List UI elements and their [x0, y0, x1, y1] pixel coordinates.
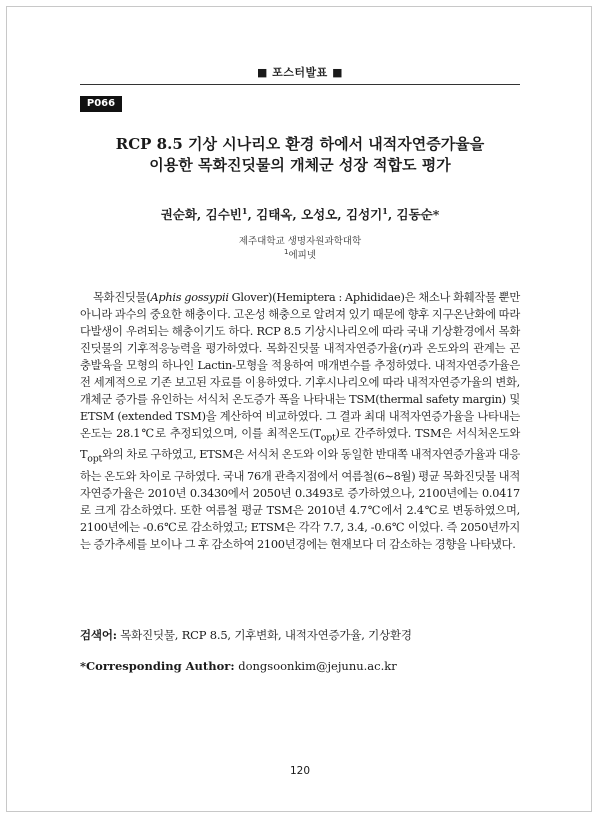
author-names-3: , 김동순*	[387, 207, 440, 222]
title-line-1: RCP 8.5 기상 시나리오 환경 하에서 내적자연증가율을	[115, 135, 485, 153]
corresponding-author-email: dongsoonkim@jejunu.ac.kr	[234, 659, 397, 673]
corresponding-author-label: *Corresponding Author:	[80, 659, 235, 673]
header-divider	[80, 84, 520, 85]
author-affiliation-mark-2: 1	[382, 205, 388, 216]
affiliation-secondary-text: 에피넷	[288, 250, 316, 261]
r-symbol: r	[402, 342, 408, 355]
abstract-text-2: Glover)(Hemiptera : Aphididae)은 채소나 화훼작물 뿐만 아니라 과수의 중요한 해충이다. 고온성 해충으로 알려져 있기 때문에 향후 지구온난화에 따라 다발생이 우려되는 해충이기도 하다. RCP 8.5 기상시나리오에 따라 국내 기상환경에서 목화진딧물의 기후적응능력을 평가하였다. 목화진딧물 내적자연증가율(	[80, 291, 520, 355]
affiliation-marker: 1	[284, 247, 289, 256]
abstract-text-4: )로 간주하였다. TSM은 서식처온도와 T	[80, 427, 520, 462]
corresponding-author	[80, 659, 520, 673]
author-affiliation-mark-1: 1	[241, 205, 248, 216]
keywords-text: 목화진딧물, RCP 8.5, 기후변화, 내적자연증가율, 기상환경	[116, 628, 412, 642]
author-names-2: , 김태옥, 오성오, 김성기	[247, 207, 383, 222]
species-name: Aphis gossypii	[150, 291, 229, 304]
section-label: ■ 포스터발표 ■	[256, 66, 344, 79]
author-names-1: 권순화, 김수빈	[160, 207, 242, 222]
abstract-text-3: )과 온도와의 관계는 곤충발육을 모형의 하나인 Lactin-모형을 적용하여 매개변수를 추정하였다. 내적자연증가율은 전 세계적으로 기존 보고된 자료를 이용하였다. 기후시나리오에 따라 내적자연증가율의 변화, 개체군 증가를 유인하는 서식처 온도증가 폭을 나타내는 TSM(thermal safety margin) 및 ETSM (extended TSM)을 계산하여 비교하였다. 그 결과 최대 내적자연증가율을 나타내는 온도는 28.1℃로 추정되었으며, 이를 최적온도(T	[80, 342, 520, 440]
abstract-body	[80, 289, 520, 553]
affiliation-secondary	[80, 247, 520, 261]
section-header	[0, 64, 600, 80]
t-opt-subscript: opt	[320, 432, 336, 444]
abstract-text-5: 와의 차로 구하였고, ETSM은 서식처 온도와 이와 동일한 반대쪽 내적자연증가율과 대응하는 온도와 차이로 구하였다. 국내 76개 관측지점에서 여름철(6∼8월) 평균 목화진딧물 내적자연증가율은 2010년 0.3430에서 2050년 0.3493로 증가하였으나, 2100년에는 0.0417로 크게 감소하였다. 또한 여름철 평균 TSM은 2010년 4.7℃에서 2.4℃로 변동하였으며, 2100년에는 -0.6℃로 감소하였고; ETSM은 각각 7.7, 3.4, -0.6℃ 이었다. 즉 2050년까지는 증가추세를 보이나 그 후 감소하여 2100년경에는 현재보다 더 감소하는 경향을 나타냈다.	[80, 448, 520, 551]
affiliation-primary: 제주대학교 생명자원과학대학	[238, 236, 362, 247]
paper-title	[80, 134, 520, 176]
page-number: 120	[289, 765, 311, 777]
poster-id-badge: P066	[80, 96, 122, 112]
keywords	[80, 627, 520, 643]
t-opt-subscript-2: opt	[87, 453, 103, 465]
keywords-label: 검색어:	[80, 628, 117, 642]
author-list	[80, 205, 520, 223]
title-line-2: 이용한 목화진딧물의 개체군 성장 적합도 평가	[149, 156, 451, 174]
abstract-text-1: 목화진딧물(	[93, 291, 151, 304]
